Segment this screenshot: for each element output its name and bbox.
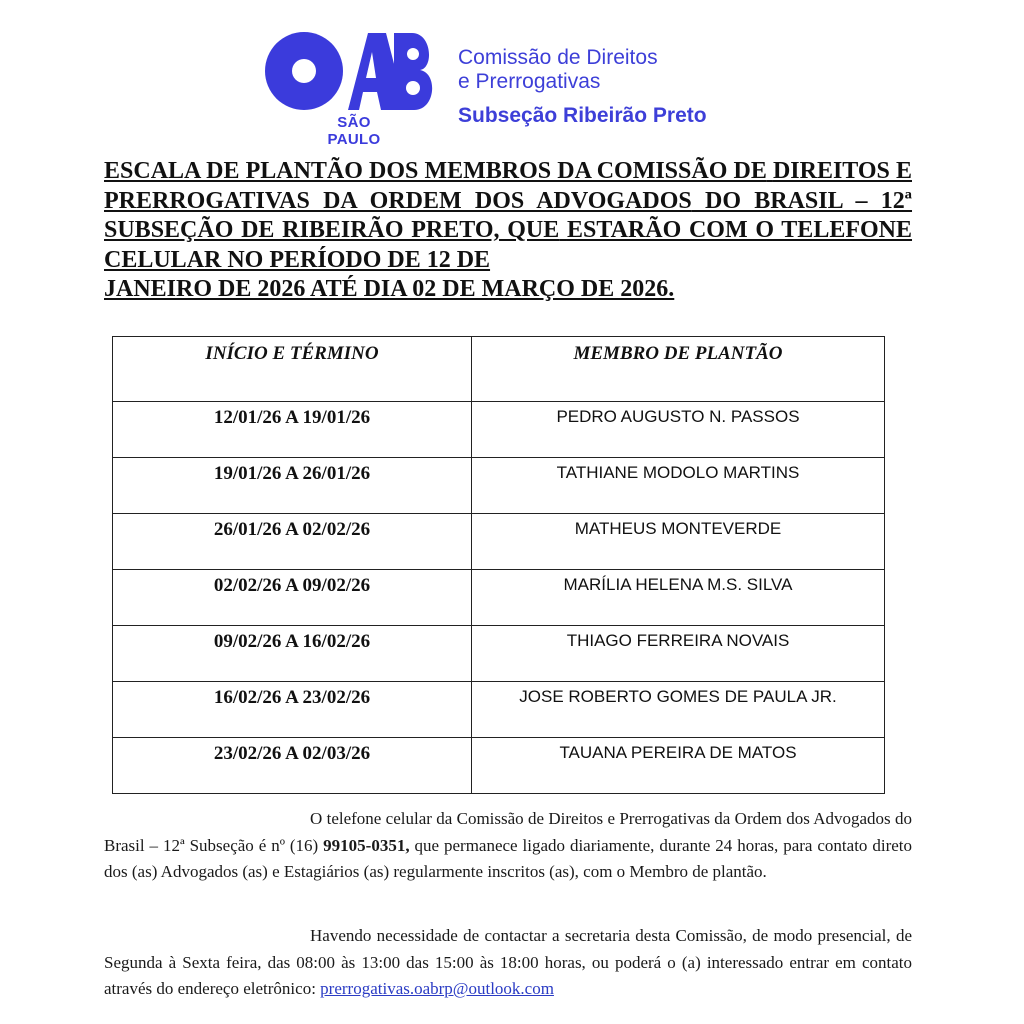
oab-logo-mark [262, 30, 437, 112]
header-period: INÍCIO E TÉRMINO [113, 337, 472, 402]
table-row [113, 458, 885, 514]
email-link[interactable]: prerrogativas.oabrp@outlook.com [320, 979, 554, 998]
org-name [458, 46, 707, 128]
table-row [113, 682, 885, 738]
member-cell: MARÍLIA HELENA M.S. SILVA [472, 570, 885, 626]
member-cell: PEDRO AUGUSTO N. PASSOS [472, 402, 885, 458]
phone-paragraph [104, 806, 912, 886]
logo-caption: SÃO PAULO [327, 114, 381, 148]
contact-paragraph-text: Havendo necessidade de contactar a secretaria desta Comissão, de modo presencial, de Segunda à Sexta feira, das 08:00 às 13:00 das 15:00 às 18:00 horas, ou poderá o (a) interessado entrar em contato através do endereço eletrônico: [104, 926, 912, 998]
org-subsection: Subseção Ribeirão Preto [458, 104, 707, 127]
table-row [113, 738, 885, 794]
period-cell: 16/02/26 A 23/02/26 [113, 682, 472, 738]
member-cell: JOSE ROBERTO GOMES DE PAULA JR. [472, 682, 885, 738]
member-cell: MATHEUS MONTEVERDE [472, 514, 885, 570]
table-row [113, 402, 885, 458]
schedule-table [112, 336, 885, 794]
contact-paragraph [104, 923, 912, 1003]
period-cell: 12/01/26 A 19/01/26 [113, 402, 472, 458]
org-line-2: e Prerrogativas [458, 70, 601, 93]
title-line-3: DO BRASIL – 12ª SUBSEÇÃO DE RIBEIRÃO PRETO, QUE [104, 187, 913, 243]
phone-paragraph-rest: que permanece ligado diariamente, durante 24 horas, para contato direto dos (as) Advogados (as) e Estagiários (as) regularmente inscritos (as), com o Membro de plantão. [104, 835, 912, 881]
member-cell: THIAGO FERREIRA NOVAIS [472, 626, 885, 682]
title-line-4: ESTARÃO COM O TELEFONE CELULAR NO PERÍODO DE 12 DE [104, 217, 913, 273]
table-row [113, 514, 885, 570]
period-cell: 09/02/26 A 16/02/26 [113, 626, 472, 682]
period-cell: 19/01/26 A 26/01/26 [113, 458, 472, 514]
period-cell: 26/01/26 A 02/02/26 [113, 514, 472, 570]
title-line-1: ESCALA DE PLANTÃO DOS MEMBROS DA COMISSÃO DE [104, 158, 767, 184]
phone-paragraph-intro: O telefone celular da Comissão de Direitos e Prerrogativas da Ordem dos Advogados do Brasil – 12ª Subseção é nº (16) [104, 809, 912, 855]
title-line-5: JANEIRO DE 2026 ATÉ DIA 02 DE MARÇO DE 2026. [104, 276, 675, 302]
oab-logo [262, 30, 437, 148]
table-row [113, 626, 885, 682]
title-line-2: DIREITOS E PRERROGATIVAS DA ORDEM DOS ADVOGADOS [104, 158, 912, 214]
org-line-1: Comissão de Direitos [458, 46, 658, 69]
table-row [113, 570, 885, 626]
header-member: MEMBRO DE PLANTÃO [472, 337, 885, 402]
member-cell: TAUANA PEREIRA DE MATOS [472, 738, 885, 794]
period-cell: 23/02/26 A 02/03/26 [113, 738, 472, 794]
period-cell: 02/02/26 A 09/02/26 [113, 570, 472, 626]
member-cell: TATHIANE MODOLO MARTINS [472, 458, 885, 514]
table-header-row [113, 337, 885, 402]
phone-number: 99105-0351, [323, 835, 410, 855]
document-title [104, 157, 912, 305]
